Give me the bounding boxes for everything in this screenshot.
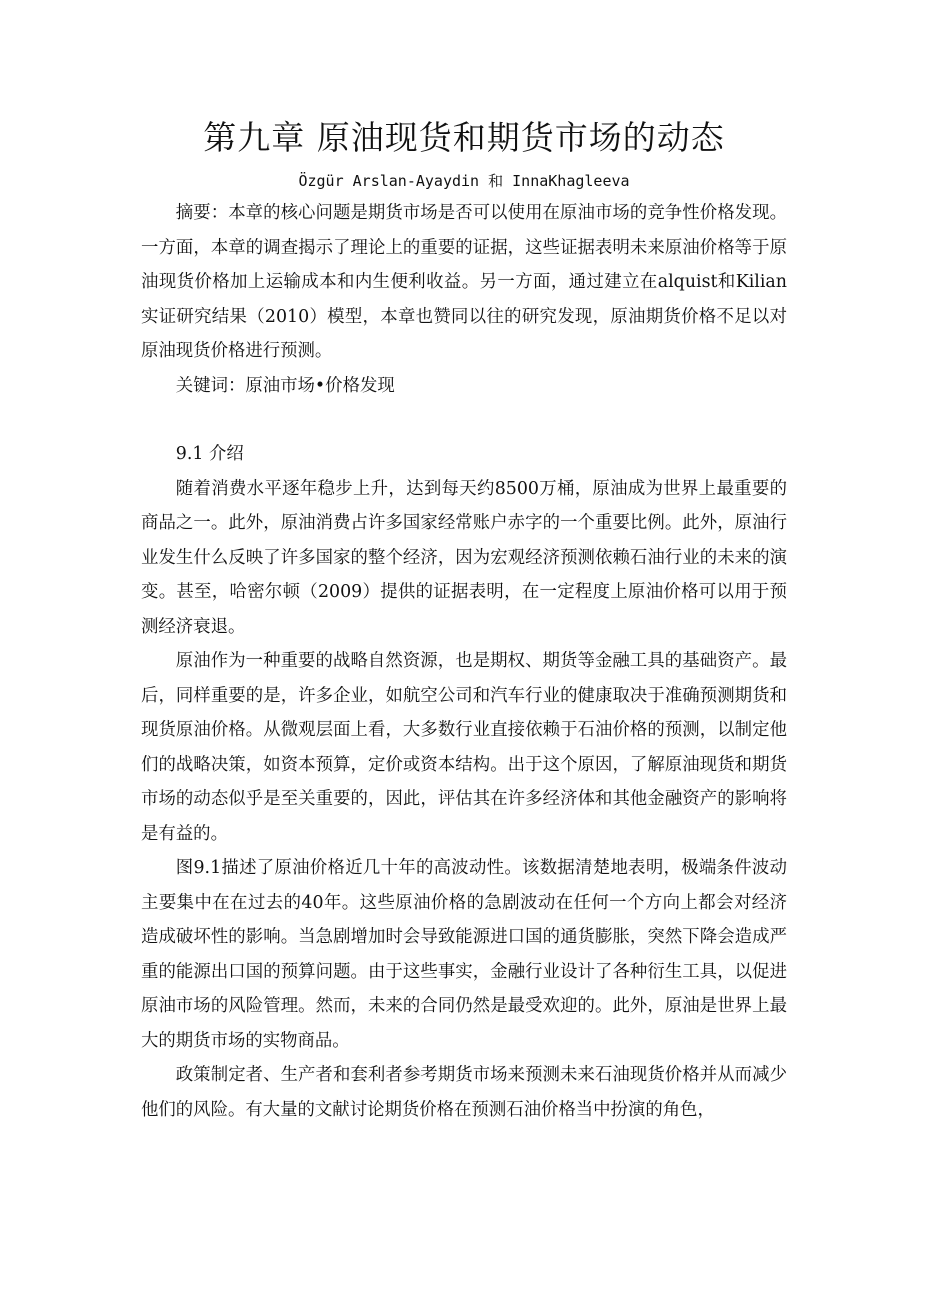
body-paragraph-2: 原油作为一种重要的战略自然资源，也是期权、期货等金融工具的基础资产。最后，同样重要的是，许多企业，如航空公司和汽车行业的健康取决于准确预测期货和现货原油价格。从微观层面上看，大多数行业直接依赖于石油价格的预测，以制定他们的战略决策，如资本预算，定价或资本结构。出于这个原因，了解原油现货和期货市场的动态似乎是至关重要的，因此，评估其在许多经济体和其他金融资产的影响将是有益的。 — [141, 651, 787, 844]
keywords-line: 关键词：原油市场•价格发现 — [175, 375, 395, 396]
chapter-authors: Özgür Arslan-Ayaydin 和 InnaKhagleeva — [298, 172, 630, 190]
abstract-paragraph: 摘要：本章的核心问题是期货市场是否可以使用在原油市场的竞争性价格发现。一方面，本章的调查揭示了理论上的重要的证据，这些证据表明未来原油价格等于原油现货价格加上运输成本和内生便利收益。另一方面，通过建立在alquist和Kilian实证研究结果（2010）模型，本章也赞同以往的研究发现，原油期货价格不足以对原油现货价格进行预测。 — [141, 203, 787, 361]
body-paragraph-3: 图9.1描述了原油价格近几十年的高波动性。该数据清楚地表明，极端条件波动主要集中在在过去的40年。这些原油价格的急剧波动在任何一个方向上都会对经济造成破坏性的影响。当急剧增加时会导致能源进口国的通货膨胀，突然下降会造成严重的能源出口国的预算问题。由于这些事实，金融行业设计了各种衍生工具，以促进原油市场的风险管理。然而，未来的合同仍然是最受欢迎的。此外，原油是世界上最大的期货市场的实物商品。 — [141, 858, 787, 1051]
body-paragraph-4: 政策制定者、生产者和套利者参考期货市场来预测未来石油现货价格并从而减少他们的风险。有大量的文献讨论期货价格在预测石油价格当中扮演的角色， — [141, 1065, 787, 1120]
section-heading: 9.1 介绍 — [175, 444, 244, 464]
chapter-title: 第九章 原油现货和期货市场的动态 — [203, 118, 725, 157]
document-page — [141, 112, 787, 1127]
body-paragraph-1: 随着消费水平逐年稳步上升，达到每天约8500万桶，原油成为世界上最重要的商品之一。此外，原油消费占许多国家经常账户赤字的一个重要比例。此外，原油行业发生什么反映了许多国家的整个经济，因为宏观经济预测依赖石油行业的未来的演变。甚至，哈密尔顿（2009）提供的证据表明，在一定程度上原油价格可以用于预测经济衰退。 — [141, 478, 787, 637]
